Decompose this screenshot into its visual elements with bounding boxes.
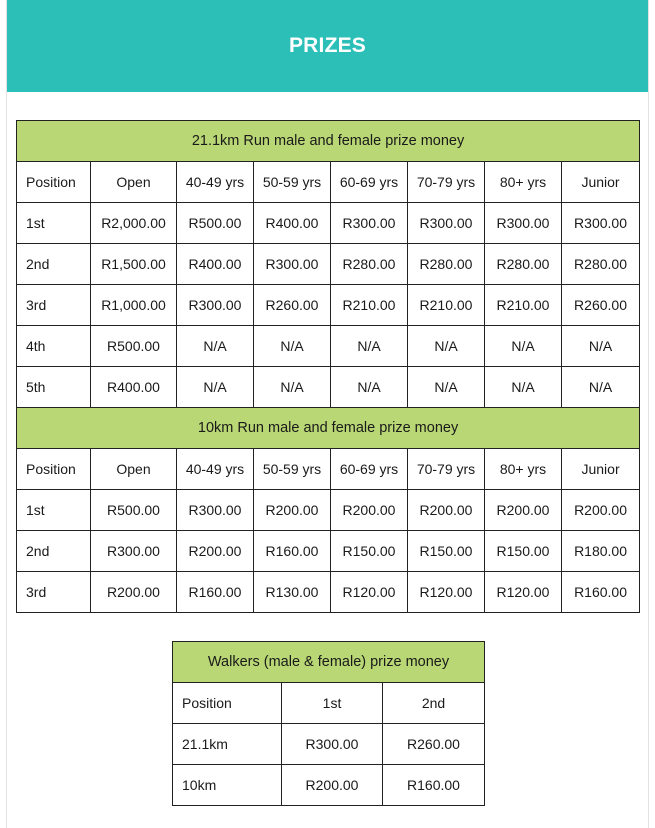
- half-marathon-prize-table: [16, 120, 640, 408]
- row-position: 5th: [17, 367, 91, 408]
- row-position: 3rd: [17, 285, 91, 326]
- table-cell: R130.00: [254, 572, 331, 613]
- table-cell: N/A: [485, 367, 562, 408]
- table-row: [173, 724, 485, 765]
- table-row: [17, 203, 640, 244]
- table-cell: R400.00: [177, 244, 254, 285]
- table-cell: N/A: [177, 326, 254, 367]
- column-header: Position: [173, 683, 282, 724]
- table-cell: N/A: [562, 367, 640, 408]
- column-header: 80+ yrs: [485, 162, 562, 203]
- column-header: 60-69 yrs: [331, 449, 408, 490]
- table-cell: N/A: [177, 367, 254, 408]
- row-position: 3rd: [17, 572, 91, 613]
- table-cell: R200.00: [91, 572, 177, 613]
- table-cell: R500.00: [91, 490, 177, 531]
- column-header: 60-69 yrs: [331, 162, 408, 203]
- table-cell: R300.00: [485, 203, 562, 244]
- row-position: 1st: [17, 203, 91, 244]
- row-position: 2nd: [17, 531, 91, 572]
- table-cell: R210.00: [331, 285, 408, 326]
- table-cell: R300.00: [177, 490, 254, 531]
- table-cell: R280.00: [485, 244, 562, 285]
- table-cell: N/A: [254, 367, 331, 408]
- table-title-row: [173, 642, 485, 683]
- table-cell: N/A: [254, 326, 331, 367]
- table-title: 10km Run male and female prize money: [17, 408, 640, 449]
- table-cell: R210.00: [408, 285, 485, 326]
- table-cell: R120.00: [408, 572, 485, 613]
- column-header: Open: [91, 162, 177, 203]
- column-header: 50-59 yrs: [254, 162, 331, 203]
- table-cell: R2,000.00: [91, 203, 177, 244]
- table-cell: R300.00: [408, 203, 485, 244]
- column-header: 70-79 yrs: [408, 162, 485, 203]
- table-cell: N/A: [331, 326, 408, 367]
- table-header-row: [173, 683, 485, 724]
- row-distance: 21.1km: [173, 724, 282, 765]
- table-cell: R200.00: [177, 531, 254, 572]
- table-cell: R300.00: [254, 244, 331, 285]
- table-title: 21.1km Run male and female prize money: [17, 121, 640, 162]
- table-cell: R500.00: [91, 326, 177, 367]
- table-cell: R150.00: [485, 531, 562, 572]
- column-header: 80+ yrs: [485, 449, 562, 490]
- table-row: [17, 244, 640, 285]
- column-header: Junior: [562, 162, 640, 203]
- table-title: Walkers (male & female) prize money: [173, 642, 485, 683]
- column-header: 70-79 yrs: [408, 449, 485, 490]
- table-row: [17, 367, 640, 408]
- column-header: Position: [17, 449, 91, 490]
- table-cell: R160.00: [254, 531, 331, 572]
- walkers-prize-table: [172, 641, 485, 806]
- ten-km-prize-table: [16, 407, 640, 613]
- table-header-row: [17, 162, 640, 203]
- table-row: [173, 765, 485, 806]
- table-cell: N/A: [408, 326, 485, 367]
- column-header: 2nd: [383, 683, 485, 724]
- table-cell: R260.00: [562, 285, 640, 326]
- table-cell: R260.00: [254, 285, 331, 326]
- prizes-banner: [7, 0, 648, 92]
- table-cell: R280.00: [331, 244, 408, 285]
- table-cell: R200.00: [282, 765, 383, 806]
- page-title: PRIZES: [288, 34, 367, 57]
- table-row: [17, 326, 640, 367]
- table-cell: R120.00: [485, 572, 562, 613]
- table-cell: N/A: [485, 326, 562, 367]
- table-cell: R200.00: [562, 490, 640, 531]
- table-row: [17, 285, 640, 326]
- table-cell: R150.00: [408, 531, 485, 572]
- table-cell: R300.00: [331, 203, 408, 244]
- row-position: 2nd: [17, 244, 91, 285]
- table-cell: R1,500.00: [91, 244, 177, 285]
- table-cell: R280.00: [408, 244, 485, 285]
- table-cell: R160.00: [383, 765, 485, 806]
- table-cell: R160.00: [562, 572, 640, 613]
- table-cell: R120.00: [331, 572, 408, 613]
- table-cell: R150.00: [331, 531, 408, 572]
- table-row: [17, 531, 640, 572]
- table-cell: R260.00: [383, 724, 485, 765]
- table-cell: R200.00: [485, 490, 562, 531]
- table-cell: R200.00: [254, 490, 331, 531]
- table-cell: R300.00: [177, 285, 254, 326]
- table-cell: N/A: [562, 326, 640, 367]
- column-header: 40-49 yrs: [177, 162, 254, 203]
- column-header: 1st: [282, 683, 383, 724]
- table-cell: R300.00: [562, 203, 640, 244]
- row-position: 4th: [17, 326, 91, 367]
- table-cell: R400.00: [254, 203, 331, 244]
- column-header: Junior: [562, 449, 640, 490]
- table-cell: R500.00: [177, 203, 254, 244]
- table-cell: R160.00: [177, 572, 254, 613]
- table-cell: R200.00: [408, 490, 485, 531]
- table-row: [17, 572, 640, 613]
- table-cell: N/A: [331, 367, 408, 408]
- table-cell: R300.00: [282, 724, 383, 765]
- table-cell: R400.00: [91, 367, 177, 408]
- table-cell: R200.00: [331, 490, 408, 531]
- table-cell: N/A: [408, 367, 485, 408]
- page: [6, 0, 649, 828]
- table-title-row: [17, 121, 640, 162]
- column-header: 50-59 yrs: [254, 449, 331, 490]
- table-cell: R180.00: [562, 531, 640, 572]
- table-cell: R280.00: [562, 244, 640, 285]
- column-header: Position: [17, 162, 91, 203]
- column-header: 40-49 yrs: [177, 449, 254, 490]
- column-header: Open: [91, 449, 177, 490]
- table-row: [17, 490, 640, 531]
- table-header-row: [17, 449, 640, 490]
- table-title-row: [17, 408, 640, 449]
- table-cell: R210.00: [485, 285, 562, 326]
- row-position: 1st: [17, 490, 91, 531]
- row-distance: 10km: [173, 765, 282, 806]
- table-cell: R300.00: [91, 531, 177, 572]
- table-cell: R1,000.00: [91, 285, 177, 326]
